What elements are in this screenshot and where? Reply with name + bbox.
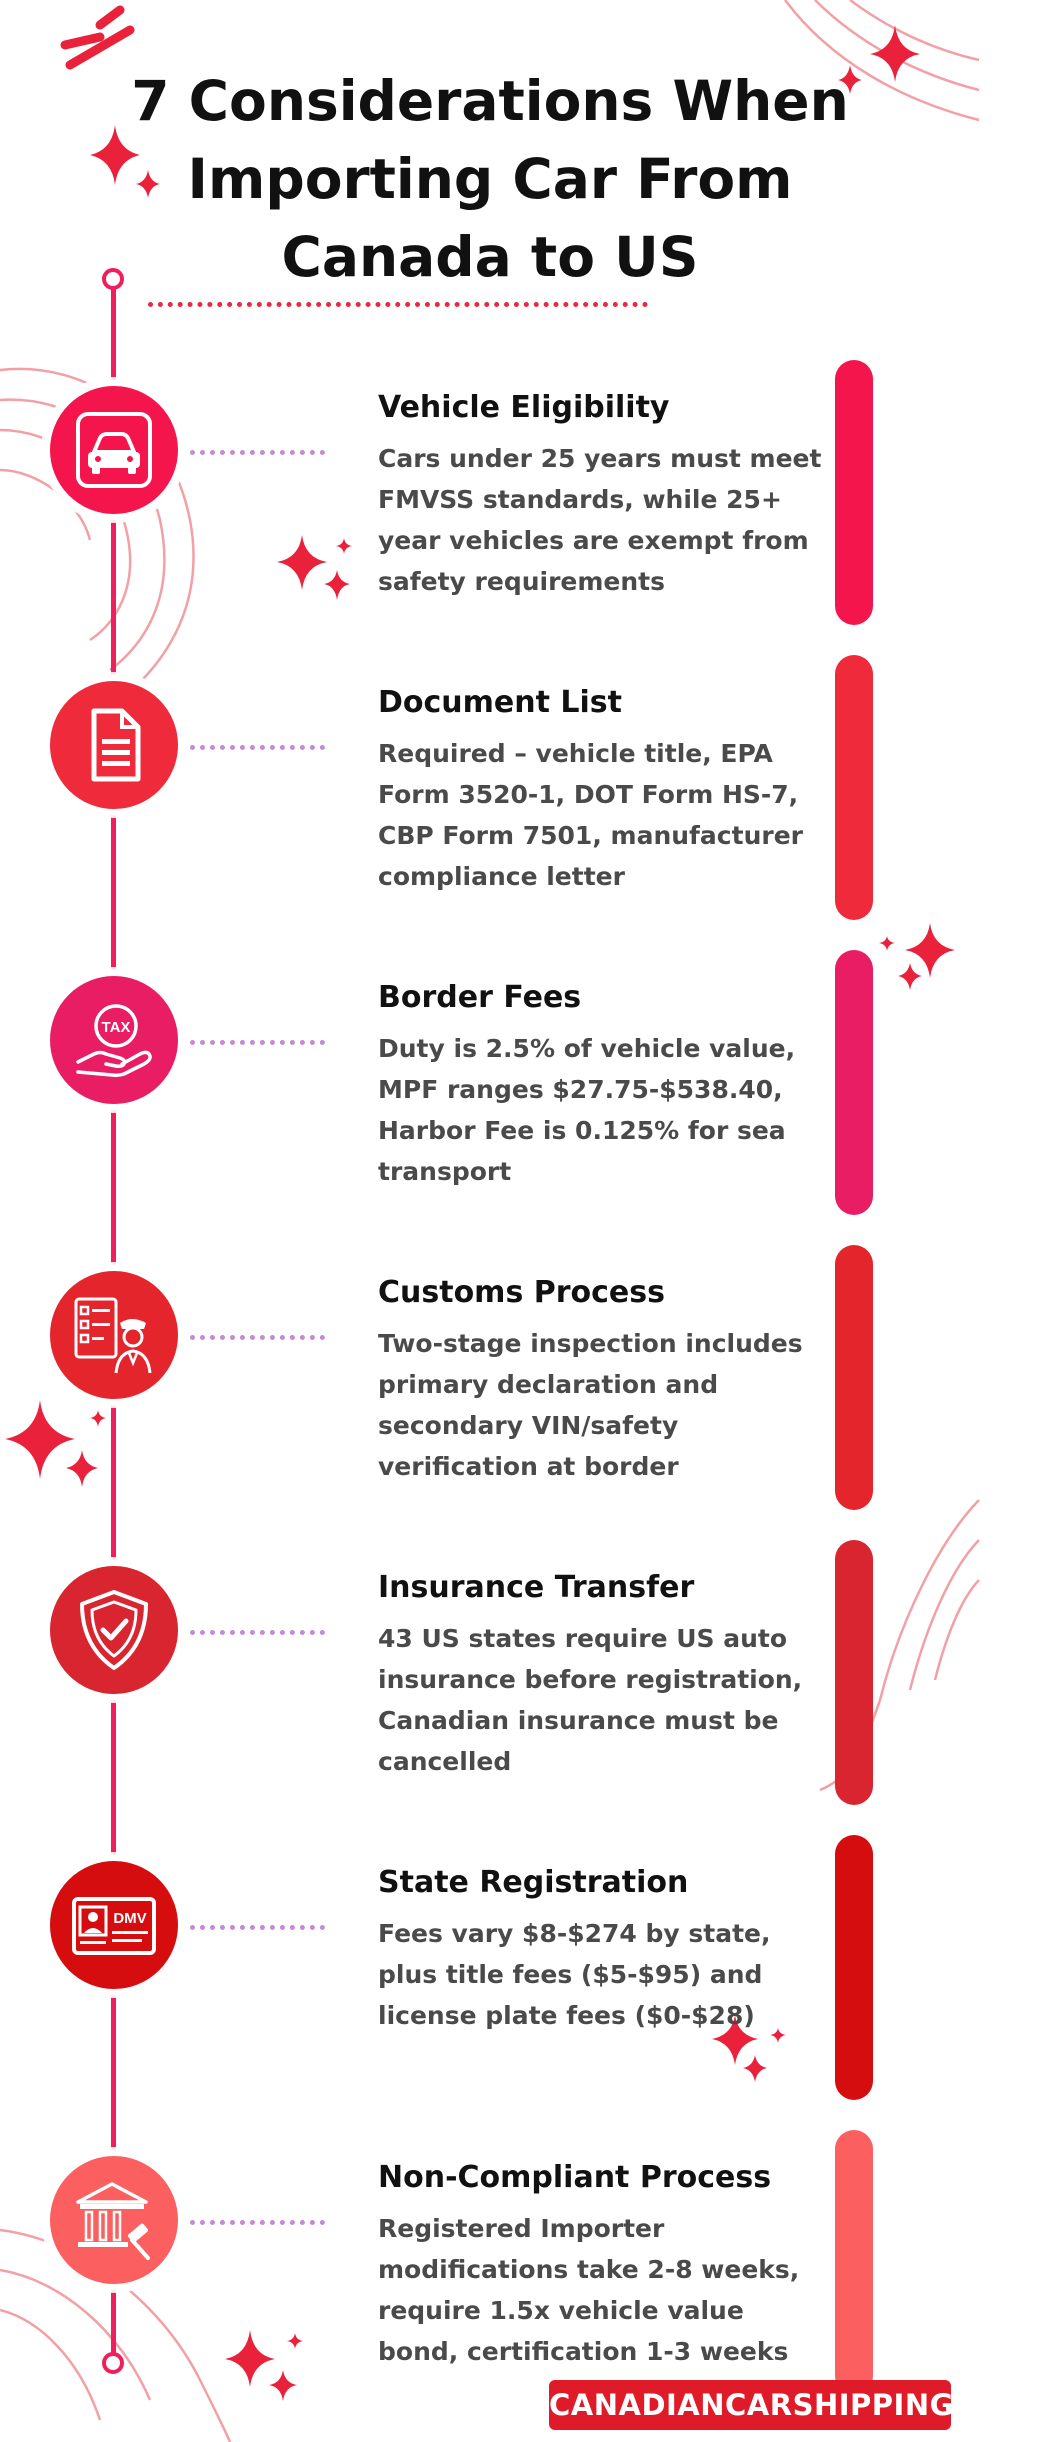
item-description: Fees vary $8-$274 by state, plus title fees ($5-$95) and license plate fees ($0-$28) (378, 1919, 771, 2030)
svg-text:DMV: DMV (113, 1910, 147, 1927)
item-connector (190, 1630, 325, 1635)
item-connector (190, 2220, 325, 2225)
item-title: Vehicle Eligibility (378, 390, 670, 425)
item-connector (190, 745, 325, 750)
consideration-item (0, 2110, 979, 2380)
customs-officer-icon (72, 1293, 156, 1377)
courthouse-gavel-icon (72, 2178, 156, 2262)
item-description: Registered Importer modifications take 2-8 weeks, require 1.5x vehicle value bond, certification 1-3 weeks (378, 2214, 800, 2366)
item-icon-circle (44, 380, 184, 520)
dmv-card-icon (72, 1883, 156, 1967)
item-connector (190, 1925, 325, 1930)
side-color-bar (835, 2130, 873, 2395)
item-title: Non-Compliant Process (378, 2160, 772, 2195)
consideration-item (0, 635, 979, 905)
item-description: Cars under 25 years must meet FMVSS standards, while 25+ year vehicles are exempt from safety requirements (378, 444, 822, 596)
item-icon-circle (44, 675, 184, 815)
item-description: Duty is 2.5% of vehicle value, MPF ranges $27.75-$538.40, Harbor Fee is 0.125% for sea transport (378, 1034, 796, 1186)
side-color-bar (835, 1835, 873, 2100)
side-color-bar (835, 1540, 873, 1805)
item-icon-circle (44, 2150, 184, 2290)
side-color-bar (835, 1245, 873, 1510)
item-description: Required – vehicle title, EPA Form 3520-1, DOT Form HS-7, CBP Form 7501, manufacturer compliance letter (378, 739, 803, 891)
title-line-1: 7 Considerations When (131, 69, 849, 133)
page-title (60, 62, 920, 296)
title-line-3: Canada to US (281, 225, 699, 289)
side-color-bar (835, 655, 873, 920)
consideration-item (0, 1815, 979, 2085)
consideration-item (0, 1520, 979, 1790)
side-color-bar (835, 360, 873, 625)
document-icon (72, 703, 156, 787)
side-color-bar (835, 950, 873, 1215)
item-title: Customs Process (378, 1275, 665, 1310)
title-divider (148, 302, 648, 307)
consideration-item (0, 930, 979, 1200)
title-line-2: Importing Car From (187, 147, 793, 211)
consideration-item (0, 340, 979, 610)
item-title: Insurance Transfer (378, 1570, 695, 1605)
svg-text:TAX: TAX (101, 1019, 131, 1036)
item-connector (190, 450, 325, 455)
brand-banner: CANADIANCARSHIPPING.COM (549, 2380, 951, 2430)
item-icon-circle (44, 1560, 184, 1700)
item-connector (190, 1335, 325, 1340)
shield-check-icon (72, 1588, 156, 1672)
item-title: Document List (378, 685, 622, 720)
item-connector (190, 1040, 325, 1045)
item-title: Border Fees (378, 980, 582, 1015)
item-icon-circle (44, 970, 184, 1110)
item-icon-circle (44, 1265, 184, 1405)
item-description: 43 US states require US auto insurance before registration, Canadian insurance must be cancelled (378, 1624, 803, 1776)
car-icon (72, 408, 156, 492)
tax-hand-icon (72, 998, 156, 1082)
item-icon-circle (44, 1855, 184, 1995)
item-description: Two-stage inspection includes primary declaration and secondary VIN/safety verification at border (378, 1329, 803, 1481)
item-title: State Registration (378, 1865, 689, 1900)
timeline-start-dot (102, 268, 124, 290)
consideration-item (0, 1225, 979, 1495)
